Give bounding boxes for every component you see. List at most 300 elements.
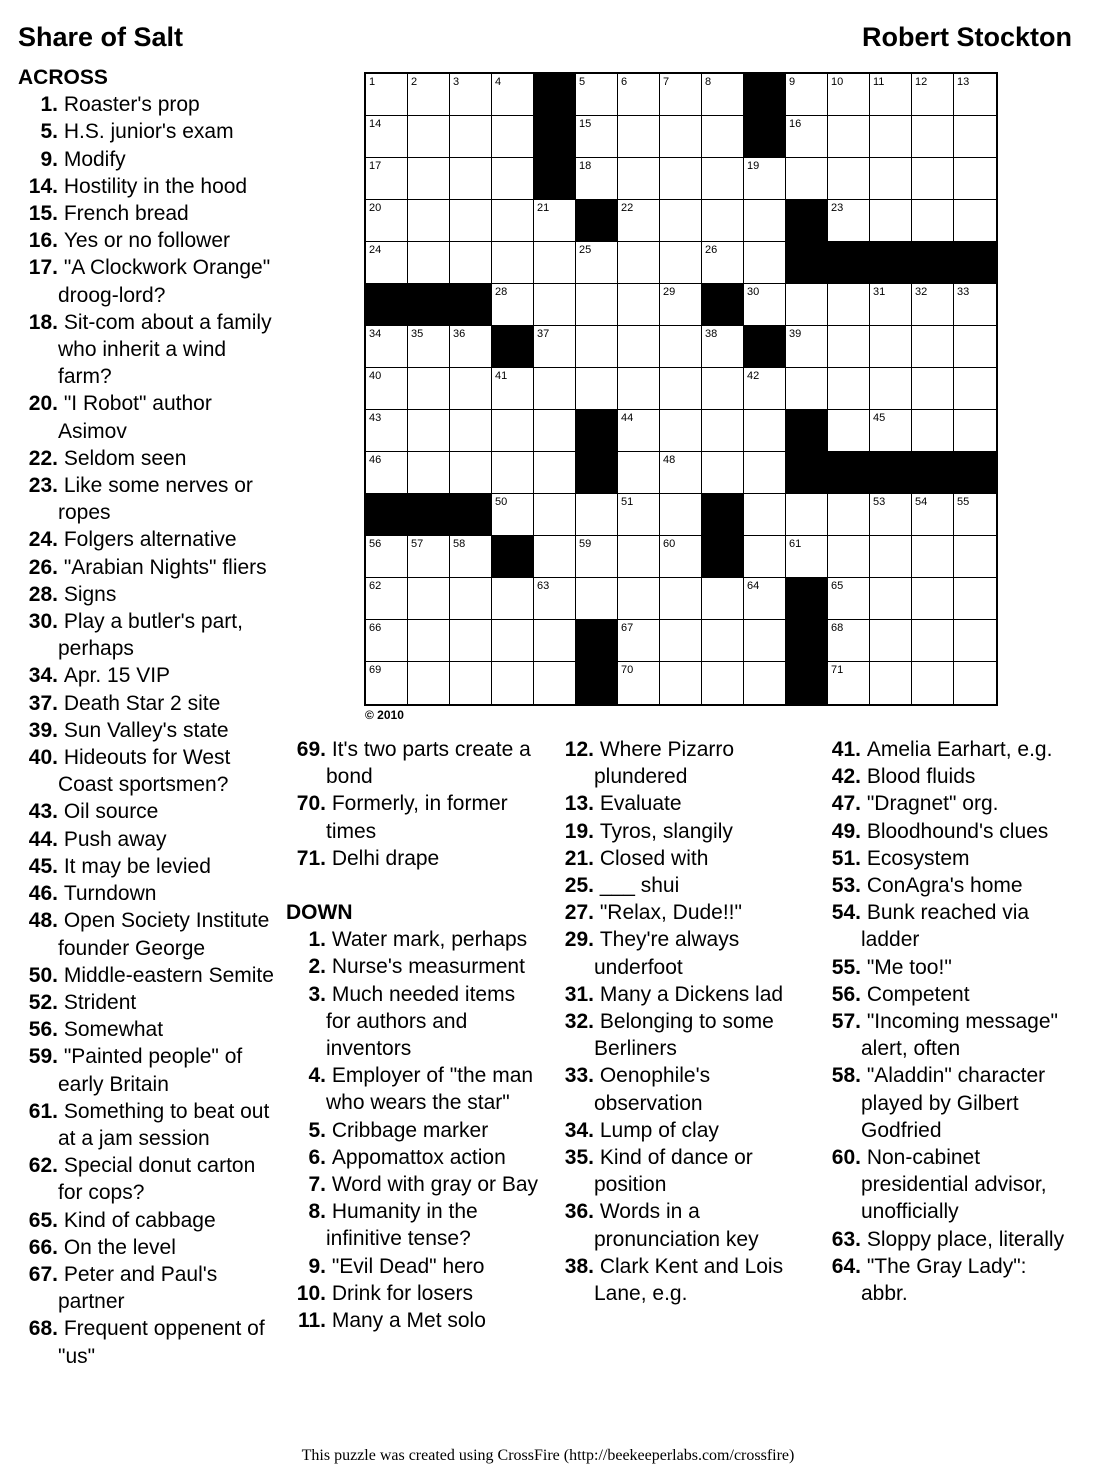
grid-cell[interactable] — [492, 242, 534, 284]
grid-cell[interactable] — [408, 74, 450, 116]
cell-number: 8 — [705, 76, 712, 88]
clue-number: 64. — [831, 1254, 861, 1278]
grid-cell[interactable] — [828, 368, 870, 410]
grid-cell[interactable] — [912, 326, 954, 368]
clue-number: 14. — [28, 174, 58, 198]
grid-cell[interactable] — [408, 536, 450, 578]
grid-cell[interactable] — [618, 368, 660, 410]
grid-cell[interactable] — [576, 242, 618, 284]
grid-cell[interactable] — [954, 410, 996, 452]
grid-cell[interactable] — [870, 620, 912, 662]
across-clues-column — [18, 64, 280, 1370]
clue-number: 66. — [28, 1235, 58, 1259]
grid-cell[interactable] — [954, 494, 996, 536]
cell-number: 69 — [369, 664, 382, 676]
grid-cell[interactable] — [408, 452, 450, 494]
grid-cell[interactable] — [744, 158, 786, 200]
clue-item — [18, 472, 280, 526]
cell-number: 10 — [831, 76, 844, 88]
grid-cell[interactable] — [534, 242, 576, 284]
grid-cell[interactable] — [744, 494, 786, 536]
cell-number: 14 — [369, 118, 382, 130]
cell-number: 46 — [369, 454, 382, 466]
grid-cell[interactable] — [828, 116, 870, 158]
clue-item — [18, 690, 280, 717]
grid-cell[interactable] — [702, 368, 744, 410]
clue-item — [18, 554, 280, 581]
clue-number: 65. — [28, 1208, 58, 1232]
grid-cell[interactable] — [576, 116, 618, 158]
grid-cell[interactable] — [492, 620, 534, 662]
grid-cell[interactable] — [912, 116, 954, 158]
grid-cell[interactable] — [366, 410, 408, 452]
grid-cell[interactable] — [450, 452, 492, 494]
grid-cell[interactable] — [702, 578, 744, 620]
cell-number: 25 — [579, 244, 592, 256]
grid-cell[interactable] — [618, 326, 660, 368]
grid-cell[interactable] — [618, 158, 660, 200]
clue-number: 48. — [28, 909, 58, 933]
grid-cell[interactable] — [870, 494, 912, 536]
grid-cell[interactable] — [366, 242, 408, 284]
grid-cell[interactable] — [660, 116, 702, 158]
clue-text: Oil source — [58, 800, 159, 824]
grid-cell[interactable] — [366, 200, 408, 242]
grid-cell[interactable] — [534, 410, 576, 452]
grid-cell[interactable] — [408, 158, 450, 200]
grid-cell[interactable] — [534, 494, 576, 536]
grid-cell[interactable] — [870, 578, 912, 620]
grid-cell[interactable] — [828, 536, 870, 578]
grid-cell[interactable] — [828, 620, 870, 662]
grid-cell[interactable] — [408, 662, 450, 704]
clue-text: ___ shui — [594, 874, 680, 898]
grid-cell[interactable] — [912, 410, 954, 452]
grid-cell[interactable] — [618, 74, 660, 116]
grid-cell[interactable] — [912, 158, 954, 200]
grid-cell[interactable] — [576, 578, 618, 620]
clue-number: 71. — [296, 846, 326, 870]
grid-cell[interactable] — [954, 368, 996, 410]
grid-cell[interactable] — [408, 368, 450, 410]
grid-cell[interactable] — [492, 494, 534, 536]
grid-cell[interactable] — [912, 536, 954, 578]
cell-number: 39 — [789, 328, 802, 340]
grid-cell[interactable] — [786, 74, 828, 116]
grid-cell[interactable] — [870, 74, 912, 116]
clue-item — [554, 1144, 809, 1198]
grid-cell[interactable] — [408, 326, 450, 368]
grid-cell[interactable] — [744, 284, 786, 326]
cell-number: 2 — [411, 76, 418, 88]
grid-cell[interactable] — [828, 74, 870, 116]
grid-cell[interactable] — [702, 410, 744, 452]
clue-text: Hideouts for West Coast sportsmen? — [58, 746, 231, 797]
cell-number: 59 — [579, 538, 592, 550]
grid-cell[interactable] — [870, 200, 912, 242]
grid-cell-black — [408, 284, 450, 326]
grid-cell[interactable] — [702, 452, 744, 494]
grid-cell[interactable] — [366, 620, 408, 662]
grid-cell[interactable] — [366, 116, 408, 158]
grid-cell[interactable] — [492, 662, 534, 704]
grid-cell[interactable] — [576, 494, 618, 536]
grid-cell[interactable] — [450, 158, 492, 200]
grid-cell[interactable] — [366, 326, 408, 368]
clue-item — [286, 845, 541, 872]
clue-item — [554, 872, 809, 899]
clue-number: 3. — [308, 982, 326, 1006]
grid-cell-black — [912, 452, 954, 494]
grid-cell[interactable] — [828, 494, 870, 536]
grid-cell[interactable] — [366, 158, 408, 200]
grid-cell[interactable] — [534, 326, 576, 368]
cell-number: 41 — [495, 370, 508, 382]
grid-cell[interactable] — [492, 410, 534, 452]
grid-cell[interactable] — [744, 200, 786, 242]
grid-cell[interactable] — [492, 452, 534, 494]
grid-cell[interactable] — [534, 284, 576, 326]
clue-item — [18, 445, 280, 472]
grid-cell[interactable] — [660, 200, 702, 242]
cell-number: 6 — [621, 76, 628, 88]
grid-cell[interactable] — [618, 200, 660, 242]
grid-cell[interactable] — [366, 368, 408, 410]
grid-cell[interactable] — [618, 284, 660, 326]
grid-cell[interactable] — [450, 410, 492, 452]
grid-cell[interactable] — [828, 662, 870, 704]
clue-item — [18, 526, 280, 553]
clue-text: Clark Kent and Lois Lane, e.g. — [594, 1254, 784, 1306]
grid-cell[interactable] — [870, 326, 912, 368]
clue-number: 42. — [831, 765, 861, 789]
clue-item — [18, 907, 280, 961]
clue-number: 69. — [296, 738, 326, 761]
cell-number: 20 — [369, 202, 382, 214]
clue-text: ConAgra's home — [861, 874, 1023, 898]
grid-cell[interactable] — [702, 662, 744, 704]
grid-cell[interactable] — [912, 284, 954, 326]
clue-number: 1. — [40, 93, 58, 117]
cell-number: 30 — [747, 286, 760, 298]
cell-number: 66 — [369, 622, 382, 634]
grid-cell[interactable] — [576, 284, 618, 326]
grid-cell[interactable] — [366, 452, 408, 494]
grid-cell[interactable] — [576, 158, 618, 200]
grid-cell[interactable] — [660, 536, 702, 578]
clue-item — [554, 1008, 809, 1062]
grid-cell[interactable] — [828, 284, 870, 326]
cell-number: 56 — [369, 538, 382, 550]
cell-number: 38 — [705, 328, 718, 340]
clue-item — [286, 1307, 541, 1334]
clue-number: 58. — [831, 1064, 861, 1088]
grid-cell-black — [702, 284, 744, 326]
grid-cell[interactable] — [660, 620, 702, 662]
clue-number: 56. — [28, 1018, 58, 1042]
grid-cell[interactable] — [450, 116, 492, 158]
grid-cell[interactable] — [828, 578, 870, 620]
grid-cell[interactable] — [828, 326, 870, 368]
grid-cell[interactable] — [828, 200, 870, 242]
grid-cell[interactable] — [954, 662, 996, 704]
cell-number: 35 — [411, 328, 424, 340]
grid-cell[interactable] — [492, 284, 534, 326]
grid-cell[interactable] — [870, 284, 912, 326]
grid-cell[interactable] — [954, 326, 996, 368]
clue-number: 49. — [831, 819, 861, 843]
cell-number: 24 — [369, 244, 382, 256]
grid-cell[interactable] — [912, 578, 954, 620]
cell-number: 71 — [831, 664, 844, 676]
grid-cell[interactable] — [660, 326, 702, 368]
clue-item — [286, 1171, 541, 1198]
grid-cell[interactable] — [450, 368, 492, 410]
grid-cell[interactable] — [702, 620, 744, 662]
clue-number: 68. — [28, 1317, 58, 1341]
grid-cell-black — [702, 494, 744, 536]
grid-cell[interactable] — [660, 578, 702, 620]
grid-cell[interactable] — [492, 116, 534, 158]
cell-number: 12 — [915, 76, 928, 88]
grid-cell[interactable] — [534, 536, 576, 578]
grid-cell[interactable] — [660, 410, 702, 452]
grid-cell[interactable] — [870, 116, 912, 158]
grid-cell[interactable] — [576, 326, 618, 368]
grid-cell[interactable] — [954, 578, 996, 620]
grid-cell[interactable] — [492, 200, 534, 242]
grid-cell[interactable] — [534, 368, 576, 410]
grid-cell-black — [786, 200, 828, 242]
grid-cell[interactable] — [954, 620, 996, 662]
clue-text: Something to beat out at a jam session — [58, 1099, 270, 1150]
grid-cell[interactable] — [660, 158, 702, 200]
grid-cell[interactable] — [912, 494, 954, 536]
cell-number: 48 — [663, 454, 676, 466]
grid-cell[interactable] — [618, 410, 660, 452]
grid-cell[interactable] — [408, 620, 450, 662]
grid-cell[interactable] — [492, 158, 534, 200]
grid-cell[interactable] — [534, 452, 576, 494]
grid-cell[interactable] — [660, 494, 702, 536]
clue-number: 46. — [28, 882, 58, 906]
grid-cell[interactable] — [492, 74, 534, 116]
grid-cell[interactable] — [534, 200, 576, 242]
grid-cell[interactable] — [534, 578, 576, 620]
grid-cell[interactable] — [408, 578, 450, 620]
grid-cell[interactable] — [450, 662, 492, 704]
clue-number: 26. — [28, 555, 58, 579]
grid-cell[interactable] — [618, 494, 660, 536]
clues-column-2 — [286, 736, 541, 1334]
clue-text: Bunk reached via ladder — [861, 901, 1030, 952]
grid-cell[interactable] — [492, 578, 534, 620]
grid-cell[interactable] — [786, 536, 828, 578]
clue-item — [18, 309, 280, 391]
grid-cell[interactable] — [744, 410, 786, 452]
clue-text: Kind of dance or position — [594, 1146, 753, 1197]
grid-cell[interactable] — [576, 74, 618, 116]
clue-item — [821, 872, 1079, 899]
grid-cell[interactable] — [660, 284, 702, 326]
clue-number: 24. — [28, 528, 58, 552]
grid-cell[interactable] — [618, 578, 660, 620]
clue-item — [554, 1062, 809, 1116]
cell-number: 42 — [747, 370, 760, 382]
grid-cell[interactable] — [702, 242, 744, 284]
grid-cell-black — [534, 74, 576, 116]
clue-item — [18, 853, 280, 880]
grid-cell[interactable] — [702, 326, 744, 368]
grid-cell[interactable] — [366, 662, 408, 704]
grid-cell[interactable] — [702, 116, 744, 158]
grid-cell[interactable] — [786, 494, 828, 536]
grid-cell[interactable] — [450, 536, 492, 578]
cell-number: 36 — [453, 328, 466, 340]
grid-cell[interactable] — [618, 620, 660, 662]
grid-cell[interactable] — [912, 368, 954, 410]
grid-cell[interactable] — [870, 158, 912, 200]
grid-cell[interactable] — [660, 452, 702, 494]
clue-item — [286, 1062, 541, 1116]
clue-text: Water mark, perhaps — [326, 928, 528, 952]
clue-item — [18, 989, 280, 1016]
grid-cell[interactable] — [912, 620, 954, 662]
clue-text: Delhi drape — [326, 846, 440, 870]
grid-cell[interactable] — [702, 158, 744, 200]
clue-item — [18, 826, 280, 853]
grid-cell[interactable] — [450, 242, 492, 284]
clue-number: 57. — [831, 1010, 861, 1034]
clue-text: "Painted people" of early Britain — [58, 1045, 243, 1096]
cell-number: 31 — [873, 286, 886, 298]
grid-cell[interactable] — [954, 284, 996, 326]
clue-item — [286, 736, 541, 790]
grid-cell[interactable] — [786, 284, 828, 326]
grid-cell[interactable] — [408, 410, 450, 452]
grid-cell[interactable] — [450, 200, 492, 242]
grid-cell[interactable] — [618, 536, 660, 578]
clue-text: Special donut carton for cops? — [58, 1154, 256, 1205]
grid-cell-black — [744, 74, 786, 116]
clue-number: 53. — [831, 874, 861, 898]
grid-cell[interactable] — [786, 326, 828, 368]
grid-cell[interactable] — [828, 158, 870, 200]
grid-cell[interactable] — [618, 662, 660, 704]
grid-cell[interactable] — [954, 158, 996, 200]
grid-cell[interactable] — [366, 536, 408, 578]
grid-cell[interactable] — [702, 74, 744, 116]
cell-number: 29 — [663, 286, 676, 298]
grid-cell[interactable] — [408, 200, 450, 242]
cell-number: 44 — [621, 412, 634, 424]
grid-cell[interactable] — [870, 662, 912, 704]
grid-cell[interactable] — [870, 536, 912, 578]
clue-item — [821, 1253, 1079, 1307]
grid-cell-black — [576, 620, 618, 662]
grid-cell[interactable] — [450, 578, 492, 620]
grid-cell[interactable] — [786, 158, 828, 200]
clue-item — [821, 1144, 1079, 1226]
cell-number: 3 — [453, 76, 460, 88]
grid-cell[interactable] — [744, 368, 786, 410]
grid-cell[interactable] — [618, 452, 660, 494]
clue-number: 35. — [564, 1146, 594, 1170]
grid-cell[interactable] — [744, 242, 786, 284]
clue-item — [286, 1280, 541, 1307]
across-clue-list — [18, 91, 280, 1370]
grid-cell[interactable] — [660, 368, 702, 410]
grid-cell[interactable] — [744, 452, 786, 494]
grid-cell[interactable] — [450, 326, 492, 368]
grid-cell[interactable] — [534, 620, 576, 662]
grid-cell[interactable] — [450, 74, 492, 116]
grid-cell[interactable] — [870, 368, 912, 410]
grid-cell[interactable] — [786, 116, 828, 158]
grid-cell[interactable] — [618, 116, 660, 158]
clue-text: Strident — [58, 990, 137, 1014]
clue-number: 31. — [564, 982, 594, 1006]
clue-number: 38. — [564, 1254, 594, 1278]
grid-cell[interactable] — [660, 74, 702, 116]
grid-cell[interactable] — [954, 74, 996, 116]
grid-cell-black — [786, 242, 828, 284]
grid-cell[interactable] — [954, 200, 996, 242]
grid-cell[interactable] — [744, 620, 786, 662]
grid-cell[interactable] — [366, 578, 408, 620]
grid-cell[interactable] — [492, 368, 534, 410]
grid-cell[interactable] — [534, 662, 576, 704]
grid-cell[interactable] — [576, 536, 618, 578]
grid-cell[interactable] — [408, 242, 450, 284]
grid-cell[interactable] — [912, 662, 954, 704]
clue-number: 27. — [564, 901, 594, 925]
grid-cell[interactable] — [660, 662, 702, 704]
grid-cell[interactable] — [912, 74, 954, 116]
grid-cell[interactable] — [912, 200, 954, 242]
cell-number: 63 — [537, 580, 550, 592]
grid-cell[interactable] — [954, 536, 996, 578]
grid-cell[interactable] — [828, 410, 870, 452]
grid-cell[interactable] — [576, 368, 618, 410]
grid-cell[interactable] — [786, 368, 828, 410]
clue-item — [821, 1008, 1079, 1062]
clue-number: 17. — [28, 256, 58, 280]
grid-cell[interactable] — [744, 662, 786, 704]
grid-cell[interactable] — [450, 620, 492, 662]
grid-cell[interactable] — [366, 74, 408, 116]
grid-cell[interactable] — [618, 242, 660, 284]
clue-item — [554, 790, 809, 817]
cell-number: 52 — [705, 496, 718, 508]
clue-item — [18, 200, 280, 227]
clue-text: Hostility in the hood — [58, 174, 248, 198]
grid-cell[interactable] — [744, 536, 786, 578]
clue-item — [18, 962, 280, 989]
grid-cell[interactable] — [870, 410, 912, 452]
grid-cell[interactable] — [408, 116, 450, 158]
grid-cell[interactable] — [954, 116, 996, 158]
clue-item — [18, 118, 280, 145]
clue-text: Belonging to some Berliners — [594, 1010, 774, 1061]
grid-cell[interactable] — [702, 200, 744, 242]
clue-text: Peter and Paul's partner — [58, 1262, 218, 1314]
grid-cell[interactable] — [660, 242, 702, 284]
clue-number: 52. — [28, 990, 58, 1014]
clue-item — [18, 581, 280, 608]
clue-text: Evaluate — [594, 792, 682, 816]
grid-cell[interactable] — [744, 578, 786, 620]
